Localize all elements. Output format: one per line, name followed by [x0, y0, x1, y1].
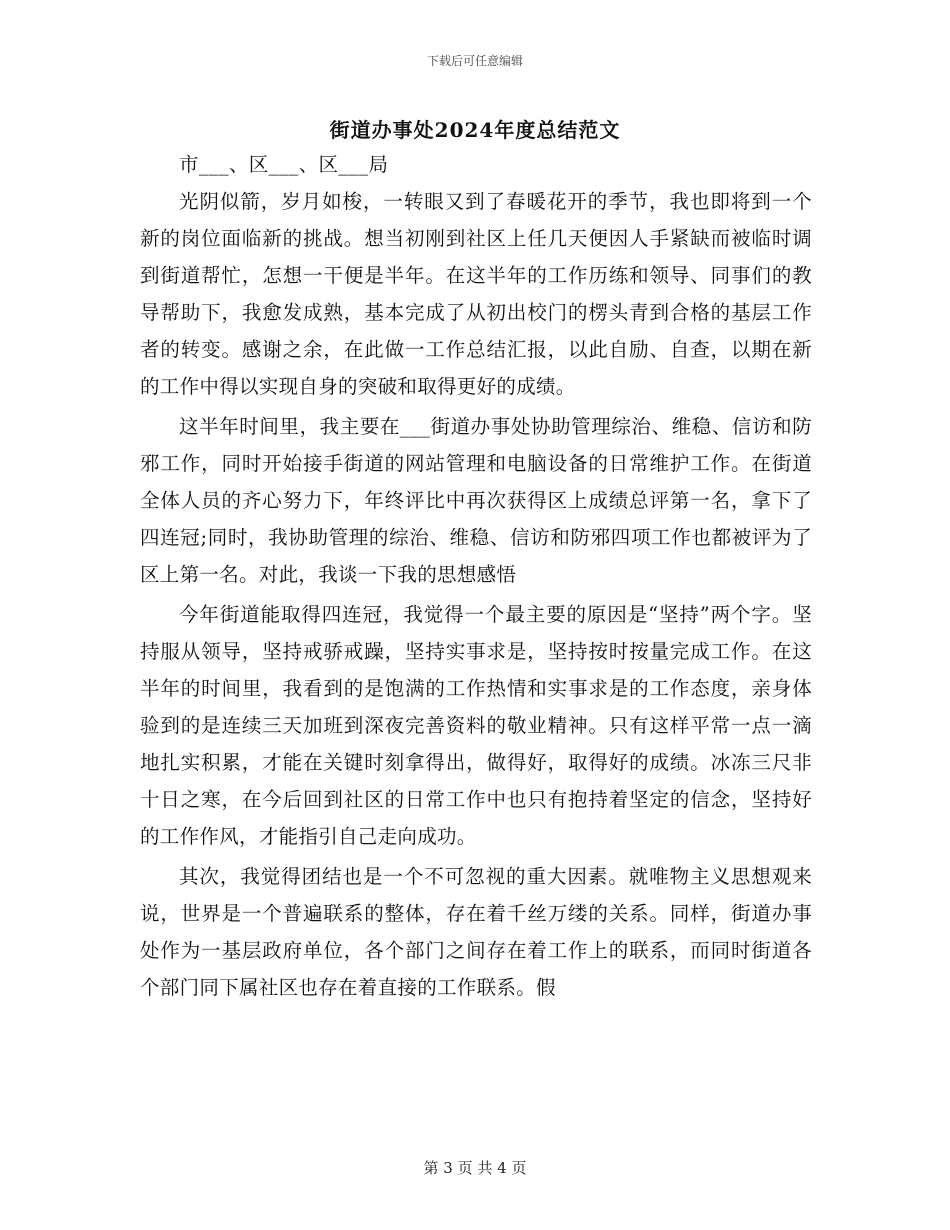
document-body [140, 146, 812, 1009]
document-title: 街道办事处2024年度总结范文 [329, 118, 621, 142]
page-number: 第 3 页 共 4 页 [423, 1159, 527, 1177]
paragraph: 光阴似箭，岁月如梭，一转眼又到了春暖花开的季节，我也即将到一个新的岗位面临新的挑战。想当初刚到社区上任几天便因人手紧缺而被临时调到街道帮忙，怎想一干便是半年。在这半年的工作历练和领导、同事们的教导帮助下，我愈发成熟，基本完成了从初出校门的楞头青到合格的基层工作者的转变。感谢之余，在此做一工作总结汇报，以此自励、自查，以期在新的工作中得以实现自身的突破和取得更好的成绩。 [140, 190, 812, 398]
addressee-line: 市___、区___、区___局 [179, 153, 389, 176]
page-header-note: 下载后可任意编辑 [426, 54, 523, 68]
paragraph: 其次，我觉得团结也是一个不可忽视的重大因素。就唯物主义思想观来说，世界是一个普遍联系的整体，存在着千丝万缕的关系。同样，街道办事处作为一基层政府单位，各个部门之间存在着工作上的联系，而同时街道各个部门同下属社区也存在着直接的工作联系。假 [140, 865, 812, 999]
paragraph: 今年街道能取得四连冠，我觉得一个最主要的原因是“坚持”两个字。坚持服从领导，坚持戒骄戒躁，坚持实事求是，坚持按时按量完成工作。在这半年的时间里，我看到的是饱满的工作热情和实事求是的工作态度，亲身体验到的是连续三天加班到深夜完善资料的敬业精神。只有这样平常一点一滴地扎实积累，才能在关键时刻拿得出，做得好，取得好的成绩。冰冻三尺非十日之寒，在今后回到社区的日常工作中也只有抱持着坚定的信念，坚持好的工作作风，才能指引自己走向成功。 [140, 603, 812, 848]
paragraph: 这半年时间里，我主要在___街道办事处协助管理综治、维稳、信访和防邪工作，同时开始接手街道的网站管理和电脑设备的日常维护工作。在街道全体人员的齐心努力下，年终评比中再次获得区上成绩总评第一名，拿下了四连冠;同时，我协助管理的综治、维稳、信访和防邪四项工作也都被评为了区上第一名。对此，我谈一下我的思想感悟 [140, 415, 812, 586]
